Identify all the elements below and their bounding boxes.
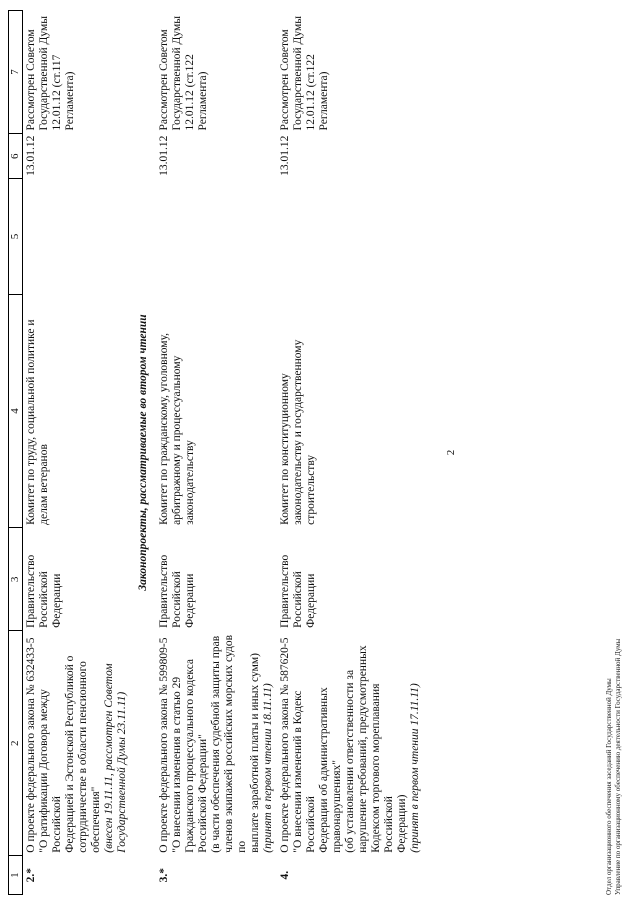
item-number: 4. bbox=[279, 870, 291, 880]
bill-line: Кодексом торгового мореплавания Российской bbox=[370, 683, 395, 853]
col-header-6: 6 bbox=[9, 134, 23, 179]
bill-note: (принят в первом чтении 17.11.11) bbox=[409, 683, 421, 853]
bill-line: сотрудничестве в области пенсионного bbox=[77, 661, 89, 853]
bill-line: (об установлении ответственности за bbox=[344, 669, 356, 853]
bill-line: Федерации) bbox=[396, 794, 408, 853]
agenda-table bbox=[8, 10, 424, 895]
bill-description bbox=[23, 631, 132, 856]
column-number-header bbox=[9, 11, 23, 895]
initiator: Правительство Российской Федерации bbox=[158, 554, 196, 628]
col5-cell bbox=[23, 179, 132, 294]
initiator: Правительство Российской Федерации bbox=[25, 554, 63, 628]
col-header-4: 4 bbox=[9, 294, 23, 528]
bill-line: обеспечения" bbox=[90, 786, 102, 853]
section-row bbox=[131, 11, 156, 895]
bill-line: Гражданского процессуального кодекса bbox=[184, 658, 196, 853]
bill-line: Федерации об административных bbox=[318, 687, 330, 853]
consideration-date: 13.01.12 bbox=[25, 135, 37, 176]
bill-line: Российской Федерации" bbox=[197, 734, 209, 853]
consideration-date: 13.01.12 bbox=[158, 135, 170, 176]
bill-line: "О внесении изменений в Кодекс Российской bbox=[292, 690, 317, 853]
status: Рассмотрен Советом Государственной Думы 12.01.12 (ст.122 Регламента) bbox=[158, 16, 209, 131]
col-header-1: 1 bbox=[9, 856, 23, 895]
bill-line: О проекте федерального закона № 587620-5 bbox=[279, 637, 291, 853]
bill-line: (в части обеспечения судебной защиты прав bbox=[210, 635, 222, 853]
item-number: 3.* bbox=[158, 867, 170, 883]
bill-line: О проекте федерального закона № 599809-5 bbox=[158, 637, 170, 853]
table-row bbox=[156, 11, 277, 895]
bill-description bbox=[156, 631, 277, 856]
responsible-committee: Комитет по труду, социальной политике и делам ветеранов bbox=[25, 319, 50, 525]
bill-line: "О ратификации Договора между Российской bbox=[38, 689, 63, 853]
col-header-5: 5 bbox=[9, 179, 23, 294]
col5-cell bbox=[277, 179, 424, 294]
bill-note: (внесен 19.11.11, рассмотрен Советом bbox=[103, 663, 115, 853]
item-number: 2.* bbox=[25, 867, 37, 883]
col5-cell bbox=[156, 179, 277, 294]
bill-line: нарушение требований, предусмотренных bbox=[357, 645, 369, 853]
responsible-committee: Комитет по гражданскому, уголовному, арбитражному и процессуальному законодательству bbox=[158, 332, 196, 525]
section-title: Законопроекты, рассматриваемые во втором чтении bbox=[137, 314, 149, 591]
bill-line: "О внесении изменения в статью 29 bbox=[171, 676, 183, 853]
bill-note: Государственной Думы 23.11.11) bbox=[116, 691, 128, 853]
initiator: Правительство Российской Федерации bbox=[279, 554, 317, 628]
bill-line: членов экипажей российских морских судов по bbox=[223, 635, 248, 853]
bill-description bbox=[277, 631, 424, 856]
bill-line: выплате заработной платы и иных сумм) bbox=[249, 653, 261, 853]
bill-line: О проекте федерального закона № 632433-5 bbox=[25, 637, 37, 853]
col-header-7: 7 bbox=[9, 11, 23, 134]
bill-note: (принят в первом чтении 18.11.11) bbox=[262, 683, 274, 853]
table-row bbox=[23, 11, 132, 895]
footer-directorate: Управление по организационному обеспечению деятельности Государственной Думы bbox=[614, 638, 622, 895]
bill-line: Федерацией и Эстонской Республикой о bbox=[64, 655, 76, 853]
responsible-committee: Комитет по конституционному законодательству и государственному строительству bbox=[279, 339, 317, 525]
table-row bbox=[277, 11, 424, 895]
col-header-2: 2 bbox=[9, 631, 23, 856]
status: Рассмотрен Советом Государственной Думы 12.01.12 (ст.122 Регламента) bbox=[279, 16, 330, 131]
consideration-date: 13.01.12 bbox=[279, 135, 291, 176]
col-header-3: 3 bbox=[9, 528, 23, 631]
status: Рассмотрен Советом Государственной Думы 12.01.12 (ст.117 Регламента) bbox=[25, 16, 76, 131]
page-number: 2 bbox=[445, 449, 457, 456]
bill-line: правонарушениях" bbox=[331, 760, 343, 853]
footer-department: Отдел организационного обеспечения заседаний Государственной Думы bbox=[605, 678, 613, 895]
